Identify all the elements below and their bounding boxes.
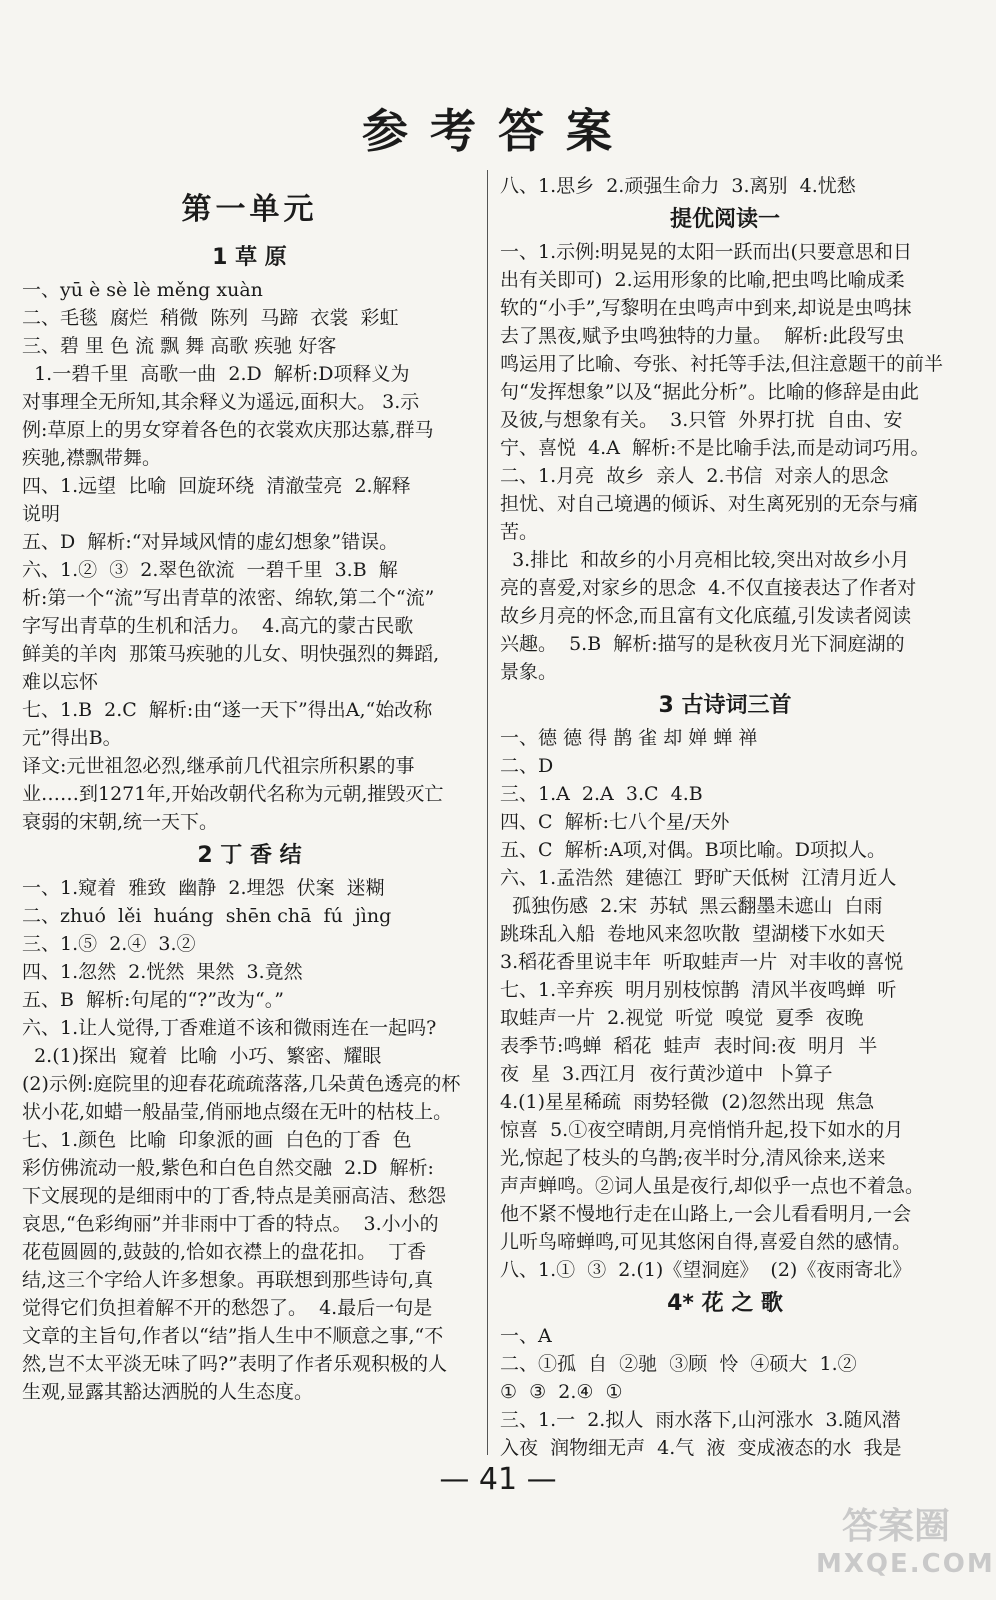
- answer-line: 二、①孤 自 ②驰 ③顾 怜 ④硕大 1.②: [500, 1353, 857, 1375]
- answer-line: 一、A: [500, 1325, 552, 1347]
- answer-line: 译文:元世祖忽必烈,继承前几代祖宗所积累的事: [22, 755, 415, 777]
- answer-line: 结,这三个字给人许多想象。再联想到那些诗句,真: [22, 1269, 434, 1291]
- section-caoyuan-answers: [22, 276, 477, 836]
- answer-line: 他不紧不慢地行走在山路上,一会儿看看明月,一会: [500, 1203, 912, 1225]
- answer-line: 3.稻花香里说丰年 听取蛙声一片 对丰收的喜悦: [500, 951, 904, 973]
- answer-line: 花苞圆圆的,鼓鼓的,恰如衣襟上的盘花扣。 丁香: [22, 1241, 427, 1263]
- answer-line: 及彼,与想象有关。 3.只管 外界打扰 自由、安: [500, 409, 903, 431]
- answer-line: 对事理全无所知,其余释义为遥远,面积大。 3.示: [22, 391, 420, 413]
- answer-line: 四、1.远望 比喻 回旋环绕 清澈莹亮 2.解释: [22, 475, 411, 497]
- answer-line: 出有关即可) 2.运用形象的比喻,把虫鸣比喻成柔: [500, 269, 905, 291]
- answer-line: 鲜美的羊肉 那策马疾驰的儿女、明快强烈的舞蹈,: [22, 643, 440, 665]
- answer-line: 彩仿佛流动一般,紫色和白色自然交融 2.D 解析:: [22, 1157, 434, 1179]
- answer-line: 六、1.让人觉得,丁香难道不该和微雨连在一起吗?: [22, 1017, 437, 1039]
- answer-line: 字写出青草的生机和活力。 4.高亢的蒙古民歌: [22, 615, 414, 637]
- section-dingxiangjie-answers: [22, 874, 477, 1406]
- answer-line: 儿听鸟啼蝉鸣,可见其悠闲自得,喜爱自然的感情。: [500, 1231, 912, 1253]
- answer-line: 五、D 解析:“对异域风情的虚幻想象”错误。: [22, 531, 399, 553]
- answer-line: 析:第一个“流”写出青草的浓密、绵软,第二个“流”: [22, 587, 435, 609]
- section-title-huazhige: 4* 花 之 歌: [667, 1291, 783, 1316]
- answer-line: (2)示例:庭院里的迎春花疏疏落落,几朵黄色透亮的杯: [22, 1073, 461, 1095]
- watermark-url: MXQE.COM: [816, 1549, 995, 1579]
- answer-line: 四、1.忽然 2.恍然 果然 3.竟然: [22, 961, 303, 983]
- left-column: [22, 172, 477, 1406]
- section-title-dingxiangjie: 2 丁 香 结: [197, 843, 302, 868]
- answer-line: 三、1.A 2.A 3.C 4.B: [500, 783, 703, 805]
- section-title-tiyou-reading: 提优阅读一: [669, 207, 780, 232]
- answer-line: 下文展现的是细雨中的丁香,特点是美丽高洁、愁怨: [22, 1185, 447, 1207]
- answer-line: 句“发挥想象”以及“据此分析”。比喻的修辞是由此: [500, 381, 919, 403]
- page-title: 参考答案: [362, 104, 634, 158]
- answer-line: 一、德 德 得 鹊 雀 却 婵 蝉 禅: [500, 727, 758, 749]
- answer-line: 宁、喜悦 4.A 解析:不是比喻手法,而是动词巧用。: [500, 437, 930, 459]
- answer-line: 六、1.孟浩然 建德江 野旷天低树 江清月近人: [500, 867, 897, 889]
- answer-line: 景象。: [500, 661, 558, 683]
- answer-line: 亮的喜爱,对家乡的思念 4.不仅直接表达了作者对: [500, 577, 917, 599]
- answer-line: 疾驰,襟飘带舞。: [22, 447, 162, 469]
- answer-line: 兴趣。 5.B 解析:描写的是秋夜月光下洞庭湖的: [500, 633, 905, 655]
- answer-line: 然,岂不太平淡无味了吗?”表明了作者乐观积极的人: [22, 1353, 447, 1375]
- column-divider: [487, 170, 488, 1455]
- section-tiyou-reading-answers: [500, 238, 950, 686]
- answer-line: 例:草原上的男女穿着各色的衣裳欢庆那达慕,群马: [22, 419, 434, 441]
- answer-line: 七、1.颜色 比喻 印象派的画 白色的丁香 色: [22, 1129, 412, 1151]
- watermark-logo-text: 答案圈: [841, 1506, 950, 1547]
- answer-line: 状小花,如蜡一般晶莹,俏丽地点缀在无叶的枯枝上。: [22, 1101, 453, 1123]
- answer-line: 三、1.一 2.拟人 雨水落下,山河涨水 3.随风潜: [500, 1409, 901, 1431]
- answer-line: 鸣运用了比喻、夸张、衬托等手法,但注意题干的前半: [500, 353, 944, 375]
- answer-line: 故乡月亮的怀念,而且富有文化底蕴,引发读者阅读: [500, 605, 912, 627]
- answer-line: ① ③ 2.④ ①: [500, 1381, 623, 1403]
- answer-line: 二、1.月亮 故乡 亲人 2.书信 对亲人的思念: [500, 465, 889, 487]
- answer-line: 惊喜 5.①夜空晴朗,月亮悄悄升起,投下如水的月: [500, 1119, 904, 1141]
- answer-line: 一、yū è sè lè měng xuàn: [22, 279, 263, 301]
- answer-line: 一、1.窥着 雅致 幽静 2.埋怨 伏案 迷糊: [22, 877, 385, 899]
- section-title-gushici: 3 古诗词三首: [658, 693, 792, 718]
- answer-line: 孤独伤感 2.宋 苏轼 黑云翻墨未遮山 白雨: [500, 895, 883, 917]
- answer-line: 声声蝉鸣。②词人虽是夜行,却似乎一点也不着急。: [500, 1175, 925, 1197]
- answer-line: 觉得它们负担着解不开的愁怨了。 4.最后一句是: [22, 1297, 433, 1319]
- answer-line: 业……到1271年,开始改朝代名称为元朝,摧毁灭亡: [22, 783, 444, 805]
- answer-line: 去了黑夜,赋予虫鸣独特的力量。 解析:此段写虫: [500, 325, 905, 347]
- answer-line: 生观,显露其豁达洒脱的人生态度。: [22, 1381, 314, 1403]
- answer-line: 2.(1)探出 窥着 比喻 小巧、繁密、耀眼: [22, 1045, 382, 1067]
- answer-line: 二、D: [500, 755, 554, 777]
- answer-line: 4.(1)星星稀疏 雨势轻微 (2)忽然出现 焦急: [500, 1091, 875, 1113]
- answer-line: 三、碧 里 色 流 飘 舞 高歌 疾驰 好客: [22, 335, 337, 357]
- answer-line: 衰弱的宋朝,统一天下。: [22, 811, 219, 833]
- answer-line: 文章的主旨句,作者以“结”指人生中不顺意之事,“不: [22, 1325, 444, 1347]
- answer-line: 哀思,“色彩绚丽”并非雨中丁香的特点。 3.小小的: [22, 1213, 439, 1235]
- unit-title: 第一单元: [181, 192, 318, 227]
- answer-line: 担忧、对自己境遇的倾诉、对生离死别的无奈与痛苦。: [500, 493, 919, 543]
- answer-line: 二、毛毯 腐烂 稍微 陈列 马蹄 衣裳 彩虹: [22, 307, 399, 329]
- answer-line: 二、zhuó lěi huáng shēn chā fú jìng: [22, 905, 392, 927]
- answer-line: 入夜 润物细无声 4.气 液 变成液态的水 我是: [500, 1437, 902, 1459]
- answer-line: 七、1.辛弃疾 明月别枝惊鹊 清风半夜鸣蝉 听: [500, 979, 897, 1001]
- answer-line: 难以忘怀: [22, 671, 99, 693]
- answer-line: 元”得出B。: [22, 727, 122, 749]
- answer-line: 软的“小手”,写黎明在虫鸣声中到来,却说是虫鸣抹: [500, 297, 912, 319]
- section-title-caoyuan: 1 草 原: [212, 245, 287, 270]
- answer-line: 光,惊起了枝头的乌鹊;夜半时分,清风徐来,送来: [500, 1147, 886, 1169]
- answer-line: 三、1.⑤ 2.④ 3.②: [22, 933, 196, 955]
- answer-line: 四、C 解析:七八个星/天外: [500, 811, 730, 833]
- answer-line: 八、1.① ③ 2.(1)《望洞庭》 (2)《夜雨寄北》: [500, 1259, 912, 1281]
- page-number: — 41 —: [439, 1462, 557, 1497]
- answer-line: 五、C 解析:A项,对偶。B项比喻。D项拟人。: [500, 839, 886, 861]
- answer-line: 八、1.思乡 2.顽强生命力 3.离别 4.忧愁: [500, 175, 856, 197]
- answer-line: 说明: [22, 503, 61, 525]
- answer-line: 六、1.② ③ 2.翠色欲流 一碧千里 3.B 解: [22, 559, 398, 581]
- answer-line: 1.一碧千里 高歌一曲 2.D 解析:D项释义为: [22, 363, 410, 385]
- answer-line: 七、1.B 2.C 解析:由“遂一天下”得出A,“始改称: [22, 699, 433, 721]
- answer-line: 表季节:鸣蝉 稻花 蛙声 表时间:夜 明月 半: [500, 1035, 878, 1057]
- answer-line: 跳珠乱入船 卷地风来忽吹散 望湖楼下水如天: [500, 923, 886, 945]
- watermark-logo: [816, 1505, 995, 1595]
- answer-line: 一、1.示例:明晃晃的太阳一跃而出(只要意思和日: [500, 241, 912, 263]
- answer-line: 五、B 解析:句尾的“?”改为“。”: [22, 989, 284, 1011]
- answer-line: 夜 星 3.西江月 夜行黄沙道中 卜算子: [500, 1063, 833, 1085]
- answer-line: 3.排比 和故乡的小月亮相比较,突出对故乡小月: [500, 549, 910, 571]
- answer-line: 取蛙声一片 2.视觉 听觉 嗅觉 夏季 夜晚: [500, 1007, 864, 1029]
- right-column: [500, 172, 950, 1462]
- section-gushici-answers: [500, 724, 950, 1284]
- section-huazhige-answers: [500, 1322, 950, 1462]
